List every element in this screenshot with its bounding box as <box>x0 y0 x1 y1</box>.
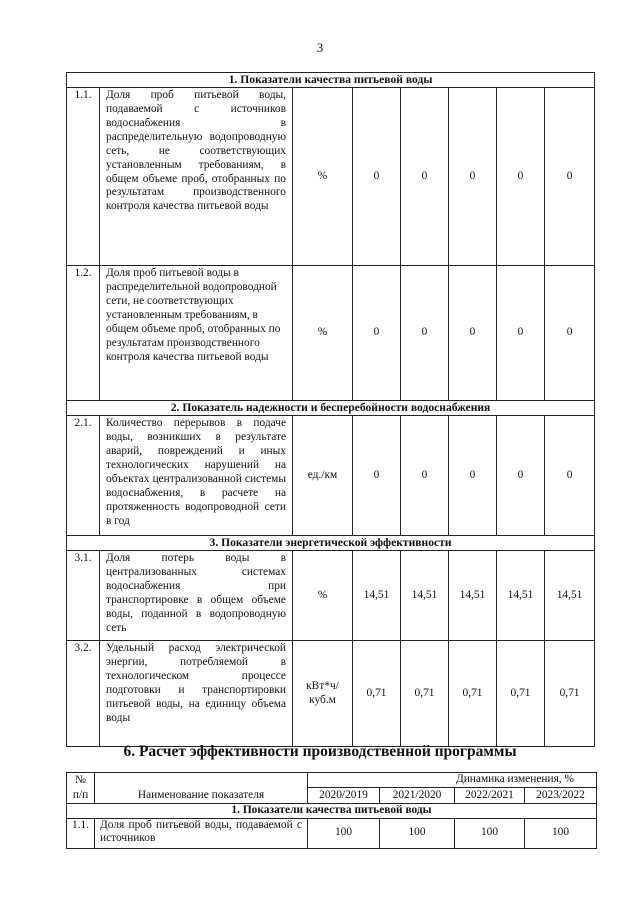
value-cell: 0,71 <box>353 641 401 747</box>
value-cell: 0 <box>545 416 595 536</box>
indicator-name: Удельный расход электрической энергии, потребляемой в технологическом процессе подготовки и транспортировки питьевой воды, на единицу объема воды <box>100 641 293 747</box>
indicator-name: Доля проб питьевой воды, подаваемой с источников водоснабжения в распределительную водопроводную сеть, не соответствующих установленным требованиям, в общем объеме проб, отобранных по результатам производственного контроля качества питьевой воды <box>100 88 293 266</box>
value-cell: 100 <box>455 818 525 848</box>
value-cell: 0 <box>353 416 401 536</box>
indicator-name: Количество перерывов в подаче воды, возникших в результате аварий, повреждений и иных технологических нарушений на объектах централизованной системы водоснабжения, в расчете на протяженность водопроводной сети в год <box>100 416 293 536</box>
value-cell: 14,51 <box>497 551 545 641</box>
section-title: 2. Показатель надежности и бесперебойности водоснабжения <box>67 401 595 416</box>
section-header-row <box>67 536 595 551</box>
indicators-table <box>66 72 595 747</box>
value-cell: 0 <box>497 266 545 401</box>
page-number: 3 <box>316 40 324 55</box>
value-cell: 100 <box>525 818 597 848</box>
table-row <box>67 266 595 401</box>
header-number <box>67 773 95 804</box>
value-cell: 0 <box>353 266 401 401</box>
indicator-name: Доля потерь воды в централизованных системах водоснабжения при транспортировке в общем объеме воды, поданной в водопроводную сеть <box>100 551 293 641</box>
value-cell: 0,71 <box>449 641 497 747</box>
value-cell: 0,71 <box>497 641 545 747</box>
section-title: 3. Показатели энергетической эффективности <box>67 536 595 551</box>
value-cell: 0 <box>401 266 449 401</box>
value-cell: 14,51 <box>353 551 401 641</box>
period-header: 2021/2020 <box>380 788 455 803</box>
period-header: 2022/2021 <box>455 788 525 803</box>
value-cell: 0 <box>449 266 497 401</box>
period-header: 2023/2022 <box>525 788 597 803</box>
row-number: 1.1. <box>67 88 100 266</box>
value-cell: 0,71 <box>401 641 449 747</box>
row-number: 3.2. <box>67 641 100 747</box>
unit-cell <box>293 641 353 747</box>
value-cell: 100 <box>308 818 380 848</box>
efficiency-table <box>66 772 597 849</box>
unit-cell: % <box>293 266 353 401</box>
header-dynamics: Динамика изменения, % <box>308 773 597 788</box>
row-number: 1.1. <box>67 818 95 848</box>
indicator-name: Доля проб питьевой воды, подаваемой с источников <box>95 818 308 848</box>
value-cell: 0,71 <box>545 641 595 747</box>
section-title: 1. Показатели качества питьевой воды <box>67 803 597 818</box>
unit-cell: % <box>293 88 353 266</box>
table-header-row <box>67 773 597 788</box>
header-number-line: № <box>75 774 86 786</box>
value-cell: 14,51 <box>401 551 449 641</box>
row-number: 1.2. <box>67 266 100 401</box>
value-cell: 0 <box>497 416 545 536</box>
table-row <box>67 551 595 641</box>
value-cell: 0 <box>497 88 545 266</box>
unit-cell: ед./км <box>293 416 353 536</box>
period-header: 2020/2019 <box>308 788 380 803</box>
value-cell: 0 <box>449 88 497 266</box>
section-title: 1. Показатели качества питьевой воды <box>67 73 595 88</box>
unit-line: куб.м <box>309 693 336 706</box>
header-name: Наименование показателя <box>95 773 308 804</box>
unit-line: кВт*ч/ <box>306 680 339 693</box>
table-row <box>67 818 597 848</box>
row-number: 3.1. <box>67 551 100 641</box>
header-number-line: п/п <box>72 788 89 801</box>
section-heading: 6. Расчет эффективности производственной программы <box>123 743 517 760</box>
value-cell: 14,51 <box>545 551 595 641</box>
table-row <box>67 416 595 536</box>
indicator-name: Доля проб питьевой воды в распределительной водопроводной сети, не соответствующих установленным требованиям, в общем объеме проб, отобранных по результатам производственного контроля качества питьевой воды <box>100 266 293 401</box>
value-cell: 100 <box>380 818 455 848</box>
table-row <box>67 88 595 266</box>
value-cell: 0 <box>545 88 595 266</box>
value-cell: 0 <box>449 416 497 536</box>
value-cell: 0 <box>401 416 449 536</box>
value-cell: 0 <box>545 266 595 401</box>
value-cell: 14,51 <box>449 551 497 641</box>
section-header-row <box>67 73 595 88</box>
table-row <box>67 641 595 747</box>
row-number: 2.1. <box>67 416 100 536</box>
section-header-row <box>67 803 597 818</box>
value-cell: 0 <box>401 88 449 266</box>
value-cell: 0 <box>353 88 401 266</box>
section-header-row <box>67 401 595 416</box>
unit-cell: % <box>293 551 353 641</box>
